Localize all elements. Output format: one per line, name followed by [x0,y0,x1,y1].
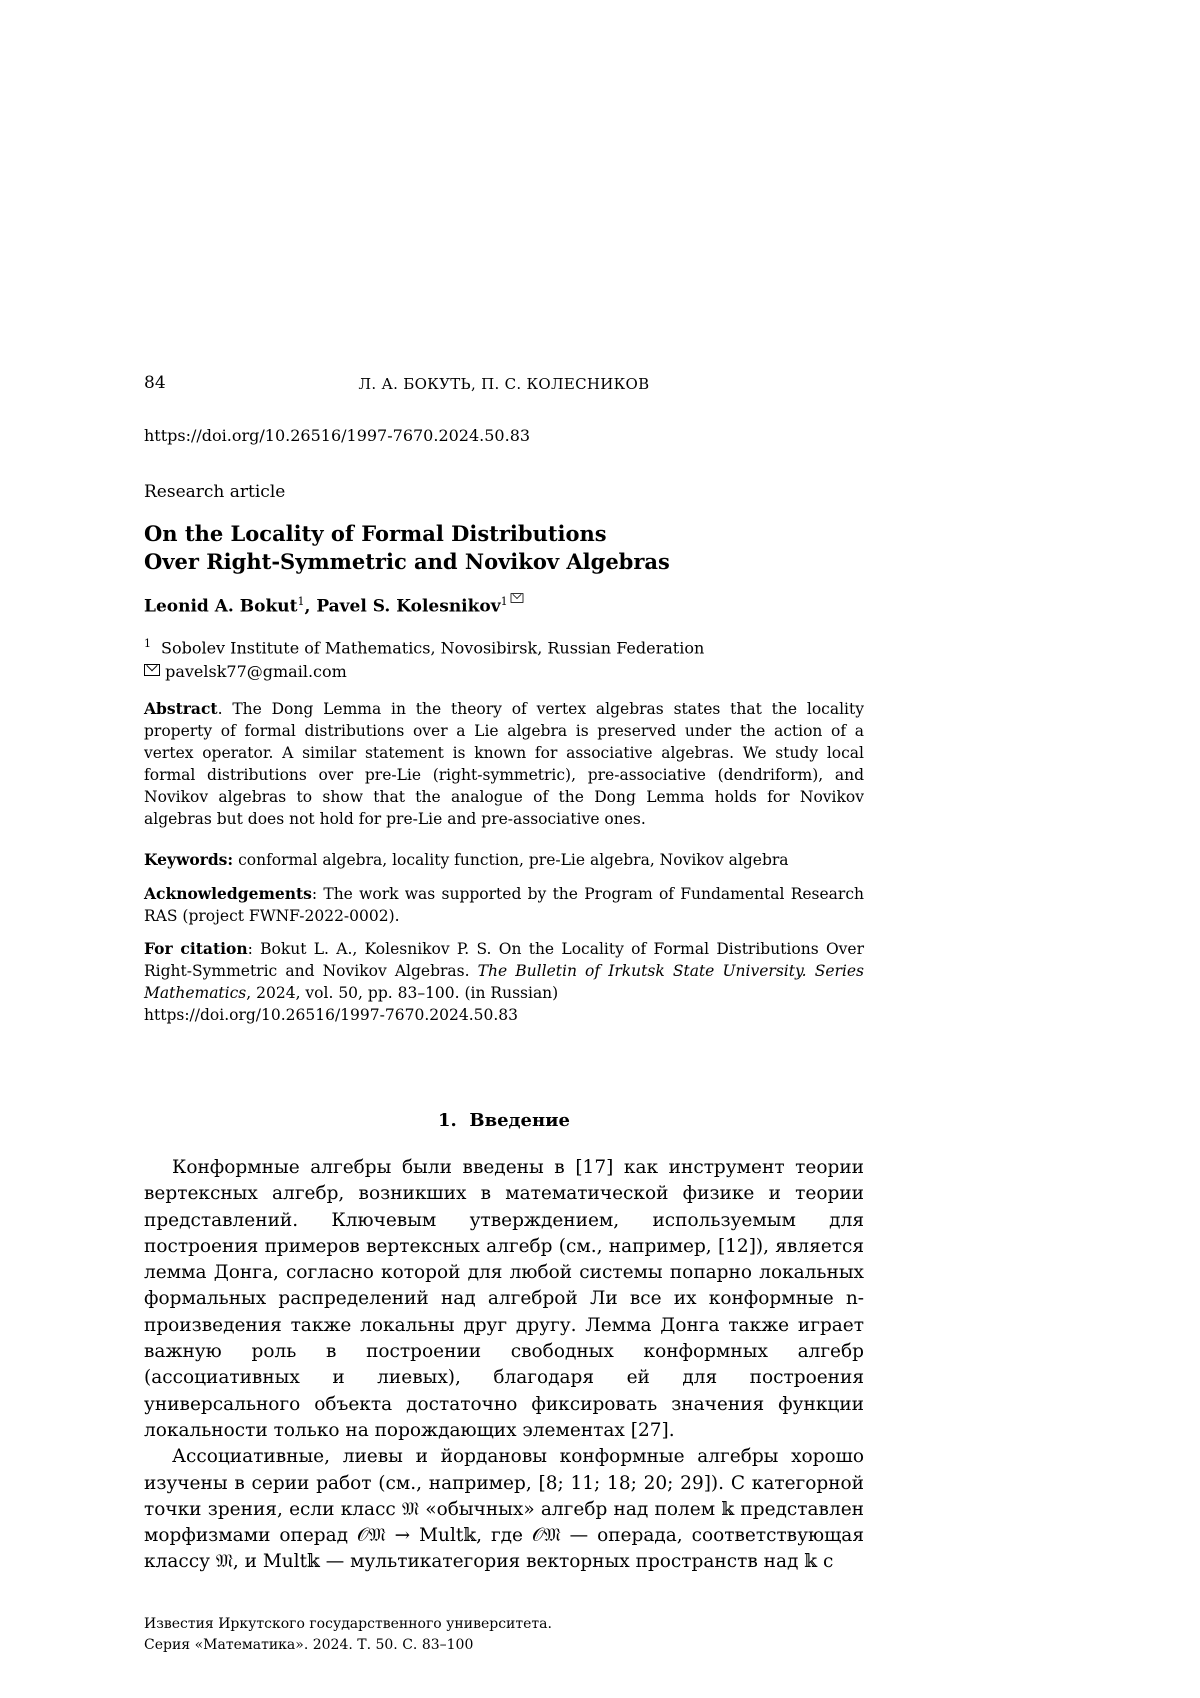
email-line [144,660,704,684]
affiliation-line [144,632,704,660]
affiliation-text: Sobolev Institute of Mathematics, Novosibirsk, Russian Federation [161,638,705,658]
keywords [144,850,864,869]
journal-footer [144,1614,552,1656]
paper-title [144,520,670,576]
author-name: Pavel S. Kolesnikov [316,596,501,617]
running-head-authors: Л. А. БОКУТЬ, П. С. КОЛЕСНИКОВ [358,375,650,393]
acknowledgements-text: : The work was supported by the Program of Fundamental Research RAS (project FWNF-2022-0002). [144,885,864,925]
author-list [144,592,525,617]
footer-line-2: Серия «Математика». 2024. Т. 50. С. 83–100 [144,1637,474,1653]
page [144,0,864,1698]
keywords-text: conformal algebra, locality function, pre-Lie algebra, Novikov algebra [233,851,789,869]
email-link[interactable]: pavelsk77@gmail.com [165,662,347,682]
article-type: Research article [144,482,286,502]
abstract [144,698,864,830]
affiliation-marker: 1 [144,637,151,650]
citation-label: For citation [144,939,248,958]
citation-journal: The Bulletin of Irkutsk State University. Series Mathematics [144,962,864,1002]
keywords-label: Keywords: [144,850,234,869]
affiliation-marker: 1 [501,595,525,608]
footer-line-1: Известия Иркутского государственного университета. [144,1616,552,1632]
affiliation-marker: 1 [297,595,305,608]
section-number: 1. [438,1110,457,1131]
citation-text-2: , 2024, vol. 50, pp. 83–100. (in Russian) [246,984,559,1002]
citation [144,938,864,1026]
author-separator: , [304,596,317,617]
envelope-icon [510,593,523,603]
acknowledgements [144,883,864,927]
title-line-2: Over Right-Symmetric and Novikov Algebras [144,549,670,574]
abstract-label: Abstract [144,699,218,718]
doi-link-citation[interactable]: https://doi.org/10.26516/1997-7670.2024.50.83 [144,1006,518,1024]
section-heading [144,1110,864,1131]
body-text [144,1155,864,1576]
paragraph: Конформные алгебры были введены в [17] как инструмент теории вертексных алгебр, возникших в математической физике и теории представлений. Ключевым утверждением, используемым для построения примеров вертексных алгебр (см., например, [12]), является лемма Донга, согласно которой для любой системы попарно локальных формальных распределений над алгеброй Ли все их конформные n-произведения также локальны друг другу. Лемма Донга также играет важную роль в построении свободных конформных алгебр (ассоциативных и лиевых), благодаря ей для построения универсального объекта достаточно фиксировать значения функции локальности только на порождающих элементах [27]. [144,1157,864,1441]
paragraph: Ассоциативные, лиевы и йордановы конформные алгебры хорошо изучены в серии работ (см., например, [8; 11; 18; 20; 29]). С категорной точки зрения, если класс 𝔐 «обычных» алгебр над полем 𝕜 представлен морфизмами операд 𝒪𝔐 → Mult𝕜, где 𝒪𝔐 — операда, соответствующая классу 𝔐, и Mult𝕜 — мультикатегория векторных пространств над 𝕜 с [144,1446,864,1573]
abstract-text: . The Dong Lemma in the theory of vertex algebras states that the locality property of formal distributions over a Lie algebra is preserved under the action of a vertex operator. A similar statement is known for associative algebras. We study local formal distributions over pre-Lie (right-symmetric), pre-associative (dendriform), and Novikov algebras to show that the analogue of the Dong Lemma holds for Novikov algebras but does not hold for pre-Lie and pre-associative ones. [144,700,864,828]
acknowledgements-label: Acknowledgements [144,884,312,903]
citation-text: : Bokut L. A., Kolesnikov P. S. On the Locality of Formal Distributions Over Right-Symmetric and Novikov Algebras. [144,940,864,980]
envelope-icon [144,664,160,676]
page-number: 84 [144,373,166,393]
running-header [144,373,864,403]
author-name: Leonid A. Bokut [144,596,298,617]
section-title: Введение [469,1110,570,1131]
title-line-1: On the Locality of Formal Distributions [144,521,607,546]
affiliation-block [144,632,704,684]
doi-link-top[interactable]: https://doi.org/10.26516/1997-7670.2024.50.83 [144,426,531,445]
